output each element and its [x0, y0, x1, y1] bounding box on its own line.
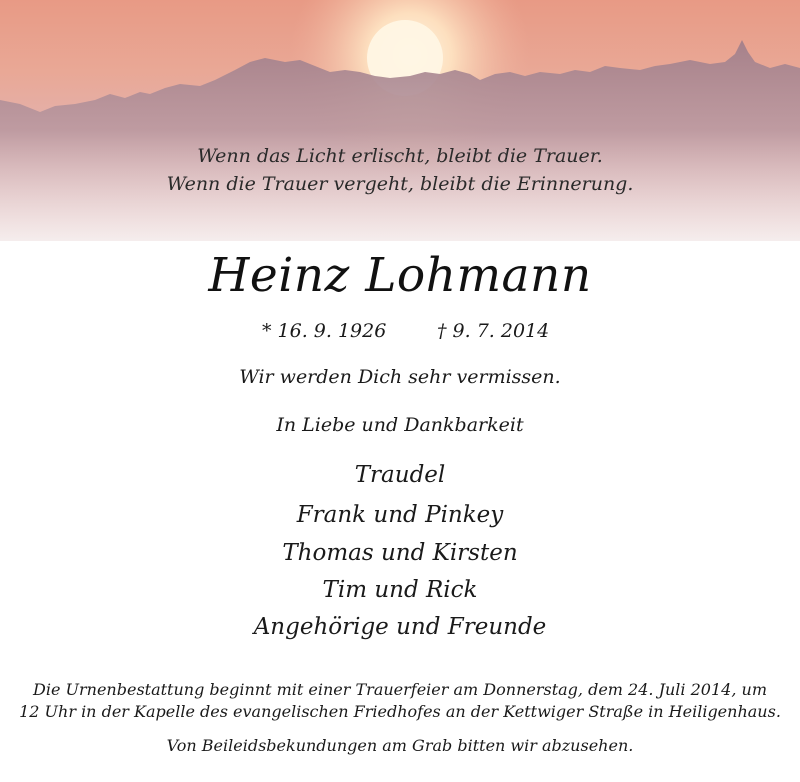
quote-line-1: Wenn das Licht erlischt, bleibt die Trauer. [197, 145, 603, 167]
funeral-notice [0, 679, 800, 723]
deceased-name: Heinz Lohmann [208, 248, 592, 303]
closing-phrase: In Liebe und Dankbarkeit [276, 414, 524, 436]
funeral-notice-line-2: 12 Uhr in der Kapelle des evangelischen Friedhofes an der Kettwiger Straße in Heiligenhaus. [19, 702, 781, 721]
funeral-notice-line-1: Die Urnenbestattung beginnt mit einer Trauerfeier am Donnerstag, dem 24. Juli 2014, um [33, 680, 767, 699]
mourner-name: Tim und Rick [322, 577, 478, 603]
death-date: † 9. 7. 2014 [437, 320, 550, 342]
mourner-name: Angehörige und Freunde [253, 614, 547, 640]
birth-date: * 16. 9. 1926 [262, 320, 387, 342]
condolence-note: Von Beileidsbekundungen am Grab bitten wir abzusehen. [166, 736, 634, 755]
mourner-name: Frank und Pinkey [296, 502, 504, 528]
mourner-name: Traudel [354, 462, 446, 488]
sunset-treeline-image [0, 0, 800, 241]
mourner-name: Thomas und Kirsten [282, 540, 518, 566]
sunset-banner [0, 0, 800, 241]
memorial-message: Wir werden Dich sehr vermissen. [239, 366, 561, 388]
quote-line-2: Wenn die Trauer vergeht, bleibt die Erinnerung. [166, 173, 634, 195]
